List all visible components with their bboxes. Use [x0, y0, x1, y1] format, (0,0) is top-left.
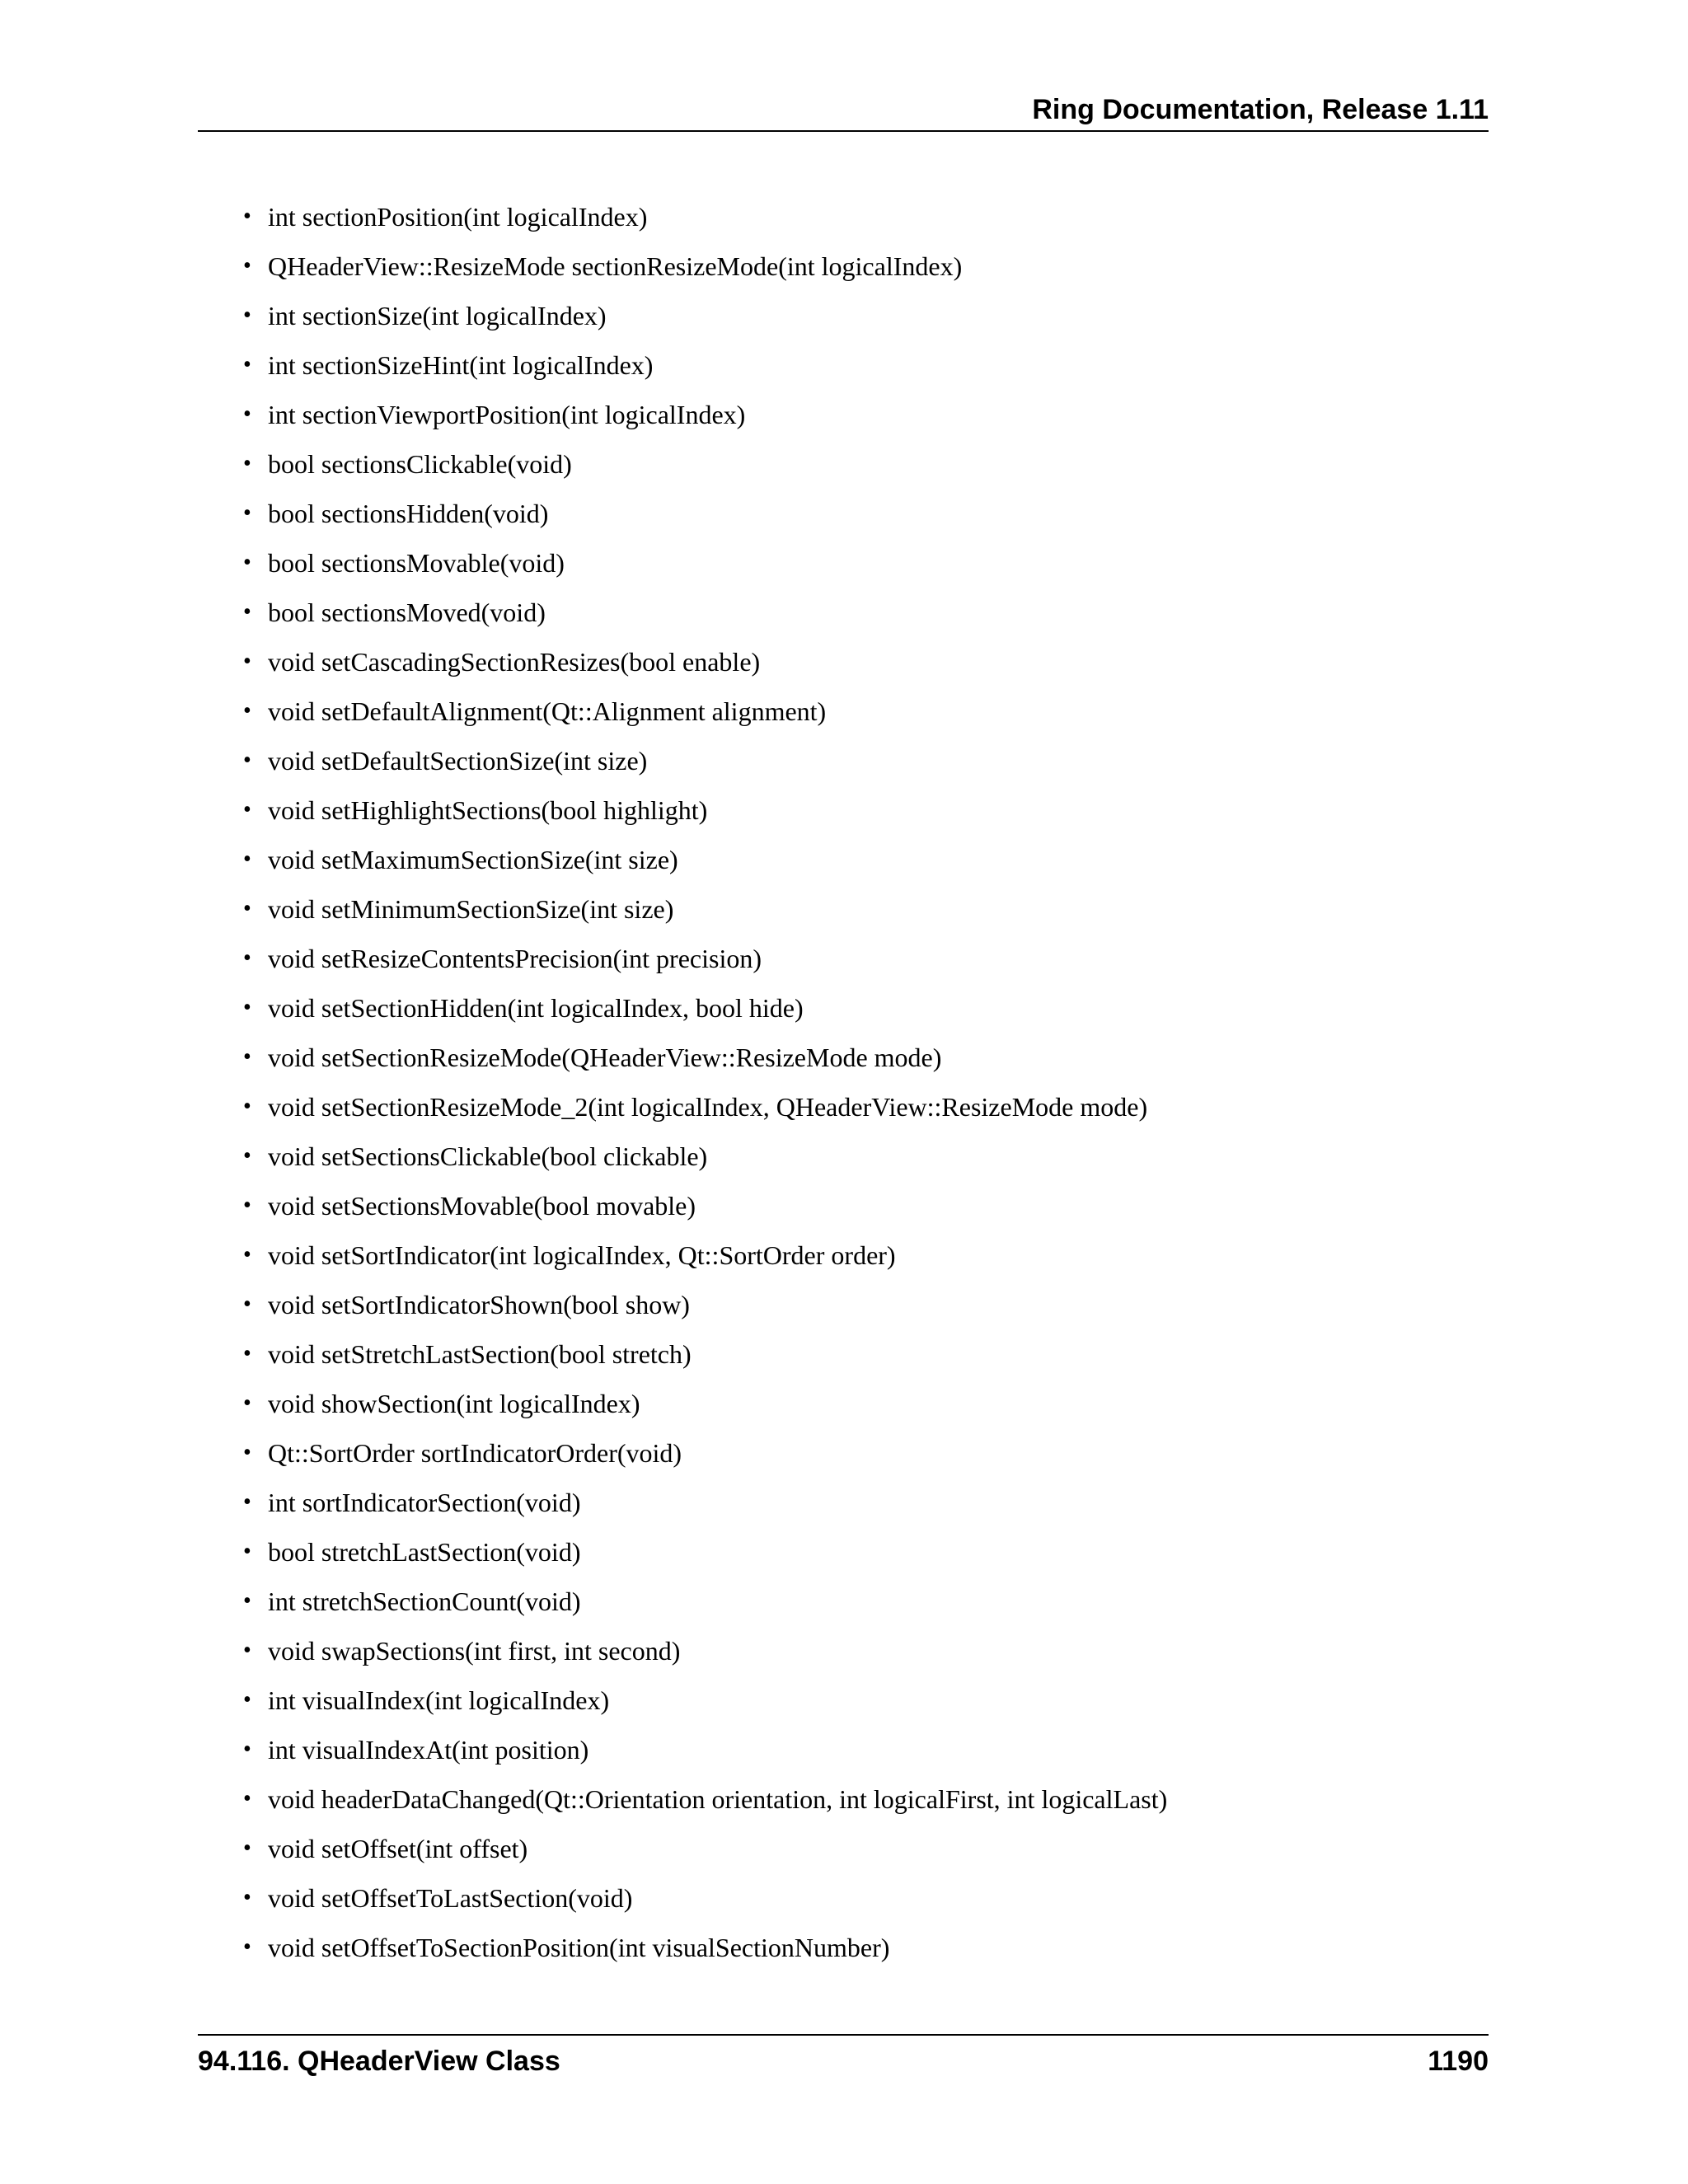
list-item	[243, 1531, 1479, 1581]
list-item	[243, 1037, 1479, 1086]
bullet-icon: •	[243, 401, 251, 427]
method-signature: int visualIndexAt(int position)	[268, 1735, 589, 1765]
method-signature: bool stretchLastSection(void)	[268, 1537, 581, 1567]
list-item	[243, 1779, 1479, 1828]
bullet-icon: •	[243, 846, 251, 872]
method-signature: void setSortIndicator(int logicalIndex, Qt::SortOrder order)	[268, 1240, 896, 1270]
list-item	[243, 1235, 1479, 1284]
method-signature: void setResizeContentsPrecision(int precision)	[268, 944, 762, 973]
method-signature: void setDefaultAlignment(Qt::Alignment alignment)	[268, 696, 827, 726]
method-signature: bool sectionsClickable(void)	[268, 449, 572, 479]
list-item	[243, 888, 1479, 938]
method-signature: QHeaderView::ResizeMode sectionResizeMode(int logicalIndex)	[268, 251, 963, 281]
method-signature: int sectionPosition(int logicalIndex)	[268, 202, 648, 232]
bullet-icon: •	[243, 500, 251, 526]
method-signature: void headerDataChanged(Qt::Orientation orientation, int logicalFirst, int logicalLast)	[268, 1784, 1168, 1814]
method-signature: void swapSections(int first, int second)	[268, 1636, 681, 1666]
bullet-icon: •	[243, 945, 251, 971]
bullet-icon: •	[243, 1588, 251, 1614]
bullet-icon: •	[243, 1291, 251, 1317]
list-item	[243, 1086, 1479, 1136]
list-item	[243, 1432, 1479, 1482]
section-title: 94.116. QHeaderView Class	[198, 2046, 560, 2077]
method-signature: void setMinimumSectionSize(int size)	[268, 894, 674, 924]
bullet-icon: •	[243, 1934, 251, 1960]
method-list	[243, 196, 1479, 1976]
method-signature: bool sectionsMovable(void)	[268, 548, 565, 578]
bullet-icon: •	[243, 1341, 251, 1366]
list-item	[243, 1729, 1479, 1779]
bullet-icon: •	[243, 1638, 251, 1663]
bullet-icon: •	[243, 302, 251, 328]
method-signature: void setSectionHidden(int logicalIndex, bool hide)	[268, 993, 804, 1023]
bullet-icon: •	[243, 698, 251, 724]
method-signature: void setSectionsClickable(bool clickable)	[268, 1141, 708, 1171]
method-signature: void setMaximumSectionSize(int size)	[268, 845, 678, 874]
method-signature: void setHighlightSections(bool highlight)	[268, 795, 708, 825]
list-item	[243, 1284, 1479, 1333]
list-item	[243, 443, 1479, 493]
method-signature: void setSectionsMovable(bool movable)	[268, 1191, 696, 1221]
bullet-icon: •	[243, 1786, 251, 1811]
page-number: 1190	[1428, 2046, 1489, 2077]
list-item	[243, 394, 1479, 443]
bullet-icon: •	[243, 1242, 251, 1268]
method-signature: void setSectionResizeMode(QHeaderView::ResizeMode mode)	[268, 1043, 942, 1072]
method-signature: bool sectionsHidden(void)	[268, 499, 549, 528]
method-signature: int visualIndex(int logicalIndex)	[268, 1685, 610, 1715]
method-signature: void setCascadingSectionResizes(bool enable)	[268, 647, 761, 677]
method-signature: void setSortIndicatorShown(bool show)	[268, 1290, 690, 1319]
list-item	[243, 691, 1479, 740]
list-item	[243, 938, 1479, 987]
bullet-icon: •	[243, 1539, 251, 1564]
method-signature: Qt::SortOrder sortIndicatorOrder(void)	[268, 1438, 682, 1468]
list-item	[243, 839, 1479, 888]
bullet-icon: •	[243, 748, 251, 773]
list-item	[243, 790, 1479, 839]
bullet-icon: •	[243, 1094, 251, 1119]
list-item	[243, 1136, 1479, 1185]
bullet-icon: •	[243, 1687, 251, 1713]
method-signature: void setDefaultSectionSize(int size)	[268, 746, 648, 776]
document-title: Ring Documentation, Release 1.11	[1032, 94, 1489, 125]
bullet-icon: •	[243, 1885, 251, 1910]
bullet-icon: •	[243, 1044, 251, 1070]
method-signature: void setOffsetToSectionPosition(int visualSectionNumber)	[268, 1933, 890, 1962]
bullet-icon: •	[243, 352, 251, 377]
page-footer	[198, 2034, 1489, 2077]
list-item	[243, 196, 1479, 246]
method-signature: void setOffset(int offset)	[268, 1834, 528, 1863]
list-item	[243, 1877, 1479, 1927]
bullet-icon: •	[243, 995, 251, 1020]
method-signature: void setSectionResizeMode_2(int logicalIndex, QHeaderView::ResizeMode mode)	[268, 1092, 1148, 1122]
method-signature: void setOffsetToLastSection(void)	[268, 1883, 633, 1913]
bullet-icon: •	[243, 599, 251, 625]
list-item	[243, 542, 1479, 592]
list-item	[243, 1630, 1479, 1680]
list-item	[243, 246, 1479, 295]
list-item	[243, 493, 1479, 542]
method-signature: int sectionSizeHint(int logicalIndex)	[268, 350, 654, 380]
list-item	[243, 1333, 1479, 1383]
bullet-icon: •	[243, 649, 251, 674]
bullet-icon: •	[243, 1736, 251, 1762]
list-item	[243, 1927, 1479, 1976]
page-header	[198, 89, 1489, 132]
bullet-icon: •	[243, 1489, 251, 1515]
bullet-icon: •	[243, 451, 251, 476]
method-signature: int stretchSectionCount(void)	[268, 1586, 581, 1616]
method-signature: void showSection(int logicalIndex)	[268, 1389, 640, 1418]
bullet-icon: •	[243, 550, 251, 575]
bullet-icon: •	[243, 1390, 251, 1416]
method-signature: int sectionViewportPosition(int logicalIndex)	[268, 400, 746, 429]
list-item	[243, 1828, 1479, 1877]
bullet-icon: •	[243, 1440, 251, 1465]
bullet-icon: •	[243, 896, 251, 921]
list-item	[243, 1482, 1479, 1531]
method-signature: bool sectionsMoved(void)	[268, 598, 546, 627]
bullet-icon: •	[243, 797, 251, 823]
list-item	[243, 1581, 1479, 1630]
method-signature: int sortIndicatorSection(void)	[268, 1488, 581, 1517]
list-item	[243, 295, 1479, 344]
bullet-icon: •	[243, 1193, 251, 1218]
bullet-icon: •	[243, 253, 251, 279]
list-item	[243, 987, 1479, 1037]
method-signature: void setStretchLastSection(bool stretch)	[268, 1339, 692, 1369]
list-item	[243, 1680, 1479, 1729]
list-item	[243, 344, 1479, 394]
list-item	[243, 740, 1479, 790]
list-item	[243, 592, 1479, 641]
bullet-icon: •	[243, 1143, 251, 1169]
list-item	[243, 1383, 1479, 1432]
bullet-icon: •	[243, 1835, 251, 1861]
method-signature: int sectionSize(int logicalIndex)	[268, 301, 607, 330]
list-item	[243, 641, 1479, 691]
bullet-icon: •	[243, 204, 251, 229]
list-item	[243, 1185, 1479, 1235]
